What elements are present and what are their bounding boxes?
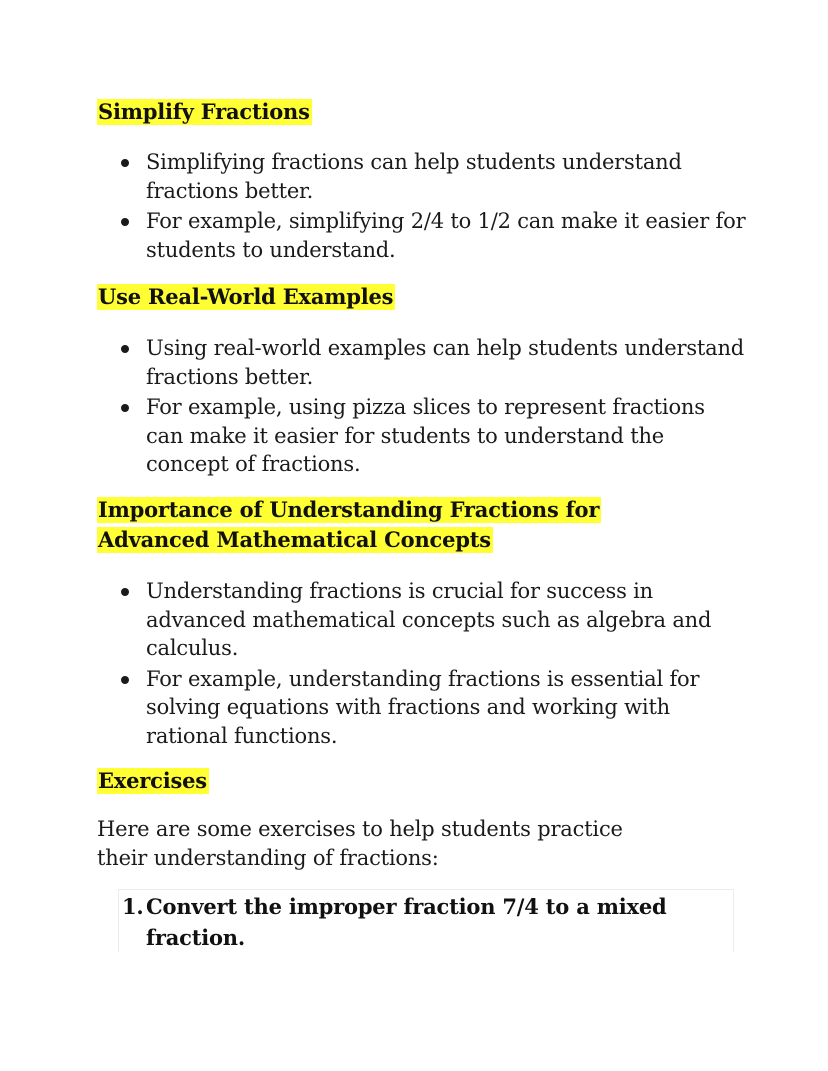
- exercise-text-line: fraction.: [146, 925, 245, 950]
- list-item: For example, understanding fractions is essential for solving equations with fractions and working with rational functions.: [146, 665, 746, 751]
- heading-highlight: Simplify Fractions: [98, 99, 310, 124]
- heading-simplify-fractions: [97, 97, 312, 127]
- paragraph-line: their understanding of fractions:: [97, 845, 439, 870]
- exercises-intro-paragraph: [97, 815, 737, 872]
- list-item: Understanding fractions is crucial for success in advanced mathematical concepts such as algebra and calculus.: [146, 577, 746, 663]
- list-item: Simplifying fractions can help students understand fractions better.: [146, 148, 746, 205]
- exercise-text-line: Convert the improper fraction 7/4 to a mixed: [146, 894, 667, 919]
- paragraph-line: Here are some exercises to help students practice: [97, 817, 623, 841]
- exercise-number: 1.: [122, 894, 144, 919]
- list-item: Using real-world examples can help students understand fractions better.: [146, 334, 746, 391]
- heading-real-world-examples: [97, 282, 395, 312]
- bullet-list-importance: [146, 577, 746, 752]
- bullet-list-simplify: [146, 148, 746, 266]
- heading-highlight: Exercises: [98, 768, 207, 793]
- heading-highlight: Importance of Understanding Fractions for: [98, 497, 600, 522]
- heading-highlight: Use Real-World Examples: [98, 284, 394, 309]
- heading-highlight: Advanced Mathematical Concepts: [98, 527, 491, 552]
- heading-importance-of-fractions: [97, 495, 601, 555]
- bullet-list-real-world: [146, 334, 746, 481]
- list-item: For example, simplifying 2/4 to 1/2 can make it easier for students to understand.: [146, 207, 746, 264]
- exercise-item: [122, 891, 726, 953]
- list-item: For example, using pizza slices to represent fractions can make it easier for students to understand the concept of fractions.: [146, 393, 746, 479]
- heading-exercises: [97, 766, 209, 796]
